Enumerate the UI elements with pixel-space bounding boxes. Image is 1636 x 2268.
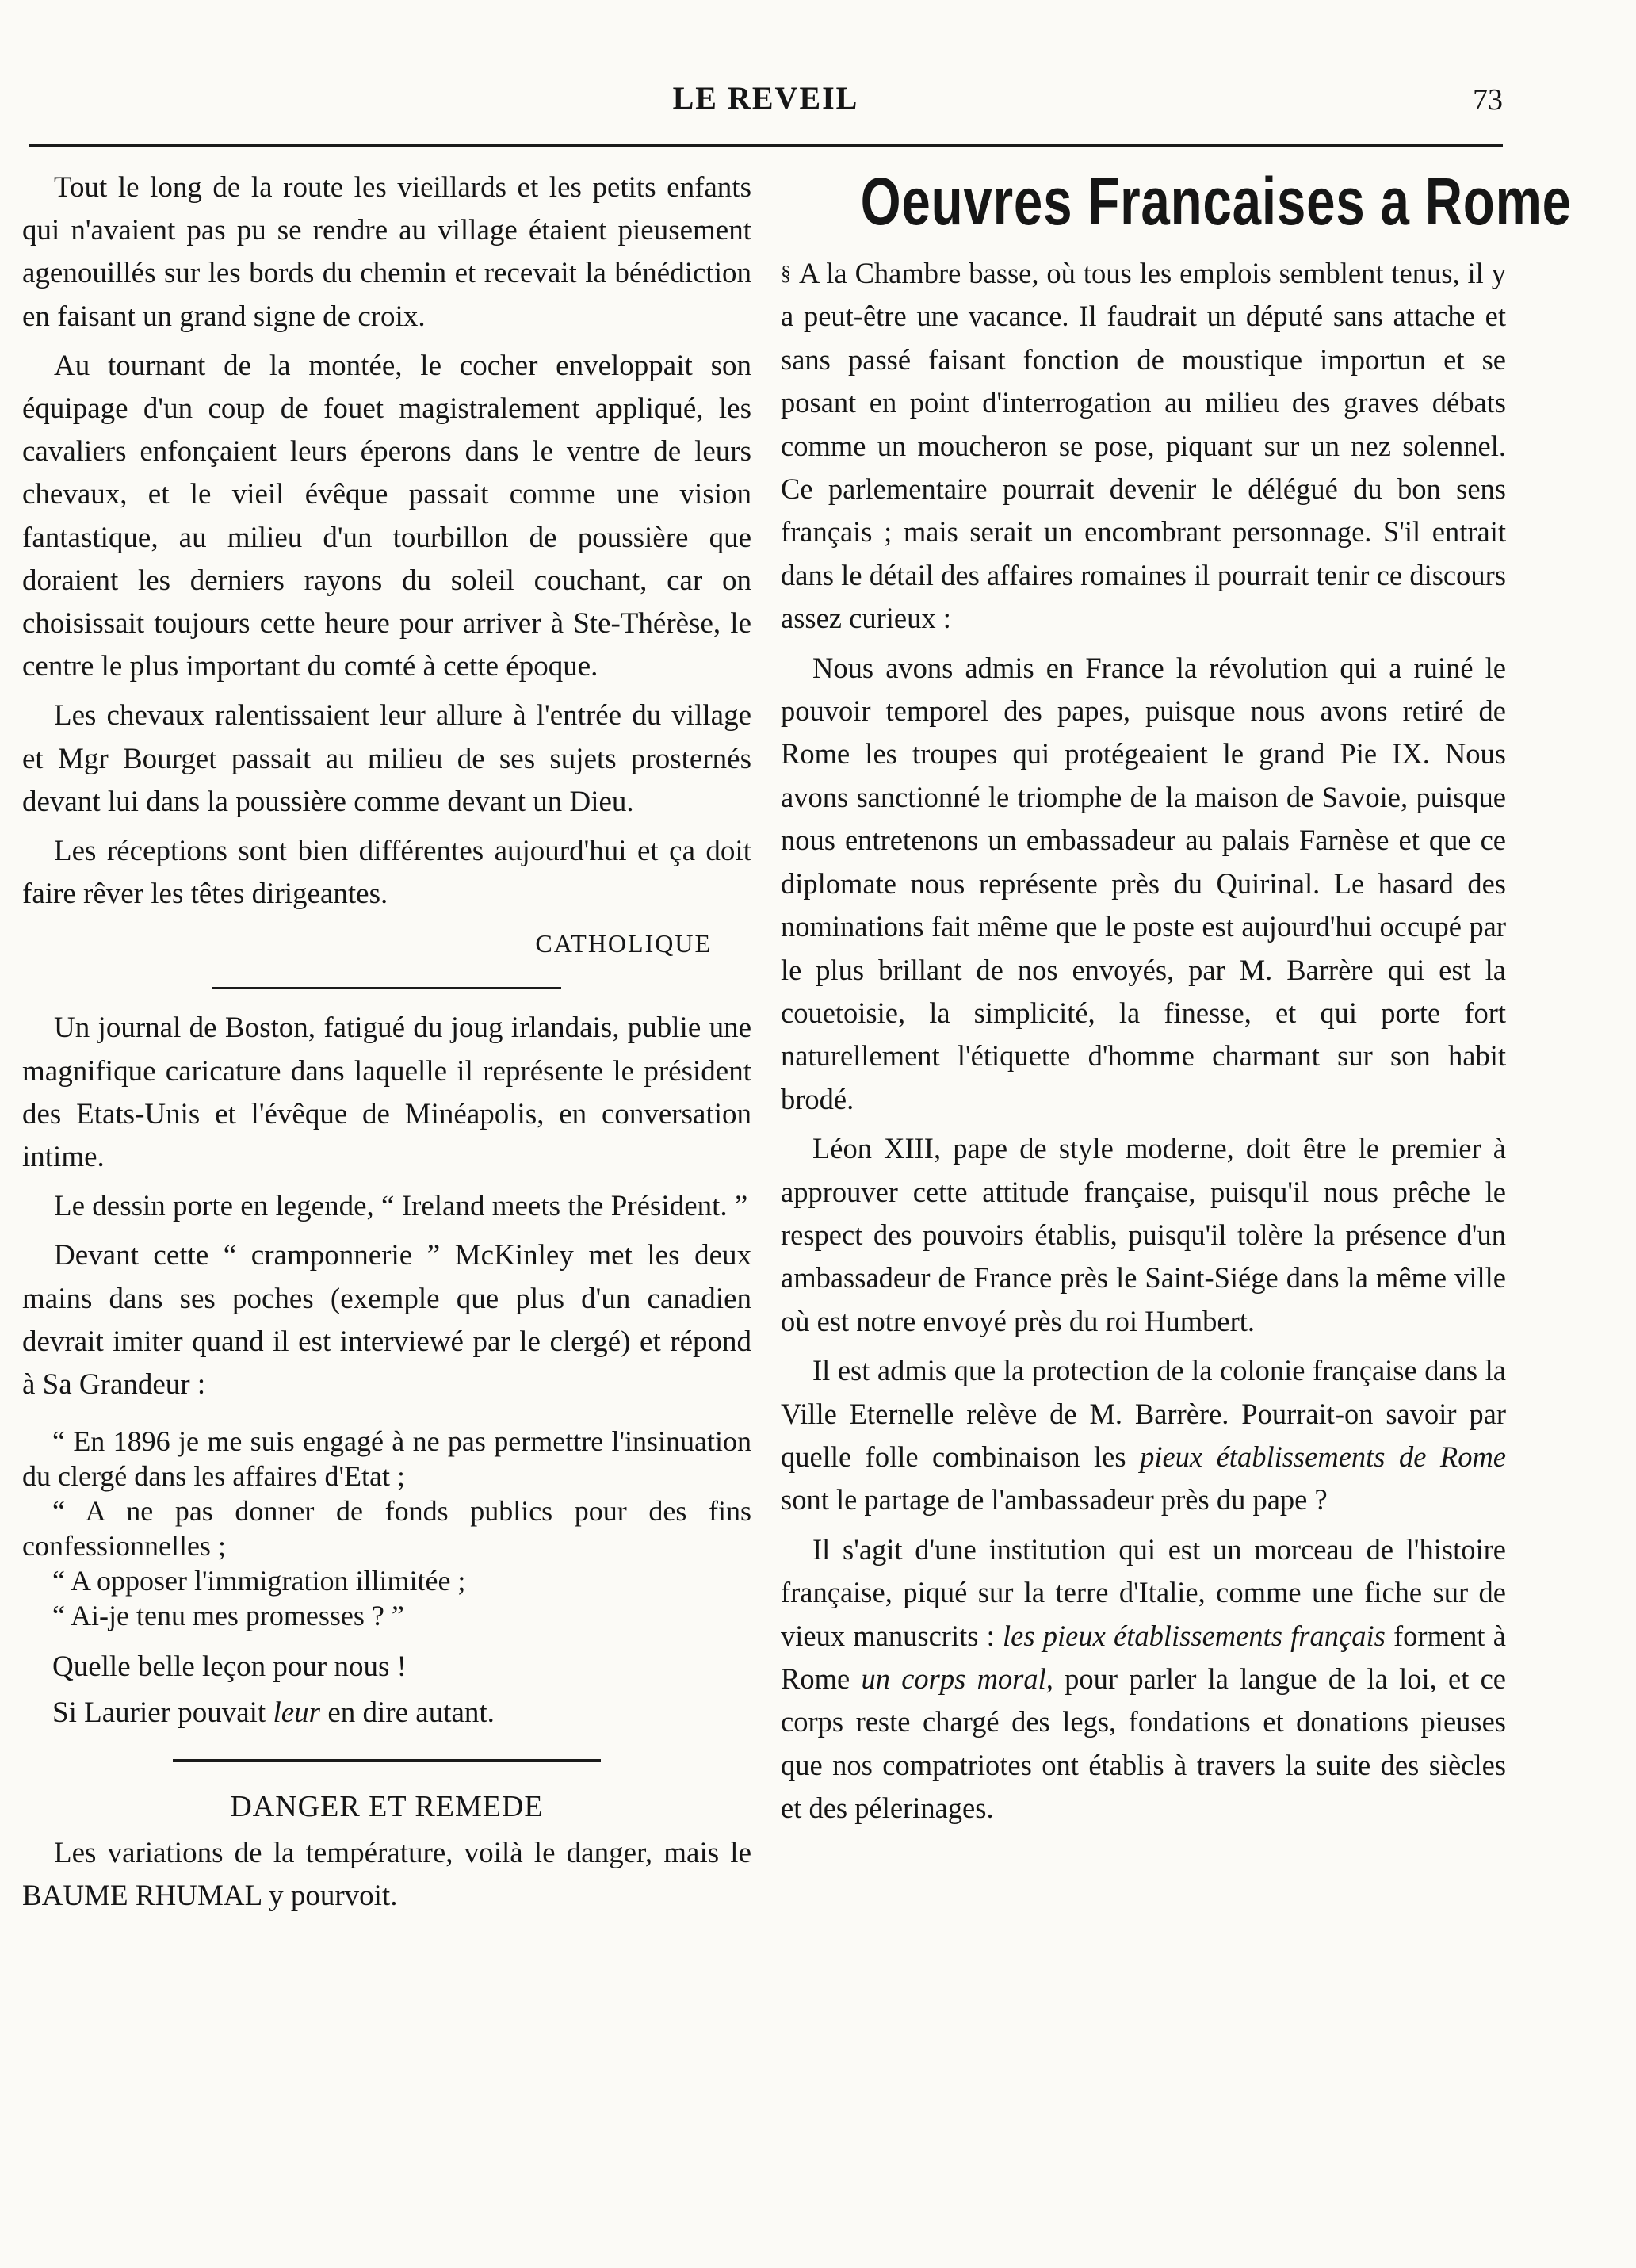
text-run: Si Laurier pouvait bbox=[52, 1696, 273, 1730]
section-divider bbox=[212, 987, 561, 989]
page-number: 73 bbox=[1473, 83, 1503, 117]
paragraph: Léon XIII, pape de style moderne, doit être le premier à approuver cette attitude française, puisqu'il nous prêche le respect des pouvoirs établis, puisqu'il tolère la présence d'un ambassadeur de France près le Saint-Siége dans la même ville où est notre envoyé près du roi Humbert. bbox=[781, 1132, 1506, 1337]
quote-line: “ Ai-je tenu mes promesses ? ” bbox=[52, 1600, 404, 1632]
paragraph: Les réceptions sont bien différentes aujourd'hui et ça doit faire rêver les têtes dirigeantes. bbox=[22, 835, 751, 911]
emphasis: les pieux établissements français bbox=[1003, 1619, 1386, 1652]
paragraph: Les chevaux ralentissaient leur allure à l'entrée du village et Mgr Bourget passait au milieu de ses sujets prosternés devant lui dans la poussière comme devant un Dieu. bbox=[22, 699, 751, 818]
paragraph: Au tournant de la montée, le cocher enveloppait son équipage d'un coup de fouet magistralement appliqué, les cavaliers enfonçaient leurs éperons dans le ventre de leurs chevaux, et le vieil évêque passait comme une vision fantastique, au milieu d'un tourbillon de poussière que doraient les derniers rayons du soleil couchant, car on choisissait toujours cette heure pour arriver à Ste-Thérèse, le centre le plus important du comté à cette époque. bbox=[22, 349, 751, 683]
paragraph bbox=[781, 252, 1506, 641]
paragraph: Nous avons admis en France la révolution qui a ruiné le pouvoir temporel des papes, puisque nous avons retiré de Rome les troupes qui protégeaient le grand Pie IX. Nous avons sanctionné le triomphe de la maison de Savoie, puisque nous entretenons un embassadeur au palais Farnèse et que ce diplomate nous représente près du Quirinal. Le hasard des nominations fait même que le poste est aujourd'hui occupé par le plus brillant de nos envoyés, par M. Barrère qui est la couetoisie, la simplicité, la finesse, et qui porte fort naturellement l'étiquette d'homme charmant sur son habit brodé. bbox=[781, 651, 1506, 1115]
quote-line: “ A opposer l'immigration illimitée ; bbox=[52, 1565, 466, 1597]
section-divider bbox=[173, 1759, 601, 1762]
paragraph bbox=[22, 1692, 751, 1734]
paragraph: Tout le long de la route les vieillards et les petits enfants qui n'avaient pas pu se rendre au village étaient pieusement agenouillés sur les bords du chemin et recevait la bénédiction en faisant un grand signe de croix. bbox=[22, 171, 751, 333]
paragraph: Quelle belle leçon pour nous ! bbox=[52, 1650, 407, 1684]
paragraph: Le dessin porte en legende, “ Ireland meets the Président. ” bbox=[54, 1190, 748, 1223]
running-title: LE REVEIL bbox=[672, 80, 859, 116]
page-header bbox=[29, 79, 1503, 151]
paragraph: Les variations de la température, voilà le danger, mais le BAUME RHUMAL y pourvoit. bbox=[22, 1836, 751, 1912]
header-rule bbox=[29, 144, 1503, 147]
article-title: Oeuvres Francaises a Rome bbox=[860, 164, 1572, 239]
text-run: forment à Rome bbox=[781, 1619, 1506, 1695]
paragraph bbox=[781, 1528, 1506, 1830]
quote-block bbox=[22, 1424, 751, 1633]
signature: CATHOLIQUE bbox=[535, 929, 712, 958]
left-column bbox=[22, 166, 751, 1924]
emphasis: leur bbox=[273, 1696, 321, 1730]
emphasis: un corps moral, bbox=[861, 1662, 1053, 1695]
paragraph: Un journal de Boston, fatigué du joug irlandais, publie une magnifique caricature dans laquelle il représente le président des Etats-Unis et l'évêque de Minéapolis, en conversation intime. bbox=[22, 1012, 751, 1174]
text-run: pour parler la langue de la loi, et ce corps reste chargé des legs, fondations et donations pieuses que nos compatriotes ont établis à travers la suite des siècles et des pélerinages. bbox=[781, 1662, 1506, 1825]
emphasis: pieux établissements de Rome bbox=[1140, 1440, 1507, 1473]
paragraph bbox=[781, 1349, 1506, 1522]
closing-lines bbox=[22, 1646, 751, 1734]
paragraph: Devant cette “ cramponnerie ” McKinley met les deux mains dans ses poches (exemple que plus d'un canadien devrait imiter quand il est interviewé par le clergé) et répond à Sa Grandeur : bbox=[22, 1239, 751, 1402]
section-heading: DANGER ET REMEDE bbox=[230, 1789, 544, 1823]
text-run: en dire autant. bbox=[320, 1696, 495, 1730]
text-run: Il est admis que la protection de la colonie française dans la Ville Eternelle relève de M. Barrère. Pourrait-on savoir par quelle folle combinaison les bbox=[781, 1354, 1506, 1473]
text-run: sont le partage de l'ambassadeur près du pape ? bbox=[781, 1483, 1328, 1516]
quote-line: “ En 1896 je me suis engagé à ne pas permettre l'insinuation du clergé dans les affaires d'Etat ; bbox=[22, 1425, 751, 1493]
section-mark-icon: § bbox=[781, 262, 791, 285]
text-run: A la Chambre basse, où tous les emplois semblent tenus, il y a peut-être une vacance. Il faudrait un député sans attache et sans passé faisant fonction de moustique importun et se posant en point d'interrogation au milieu des graves débats comme un moucheron se pose, piquant sur un nez solennel. Ce parlementaire pourrait devenir le délégué du bon sens français ; mais serait un encombrant personnage. S'il entrait dans le détail des affaires romaines il pourrait tenir ce discours assez curieux : bbox=[781, 257, 1506, 635]
text-run: Il s'agit d'une institution qui est un morceau de l'histoire française, piqué sur la terre d'Italie, comme une fiche sur de vieux manuscrits : bbox=[781, 1532, 1506, 1652]
right-column bbox=[781, 164, 1572, 1837]
quote-line: “ A ne pas donner de fonds publics pour des fins confessionnelles ; bbox=[22, 1495, 751, 1562]
